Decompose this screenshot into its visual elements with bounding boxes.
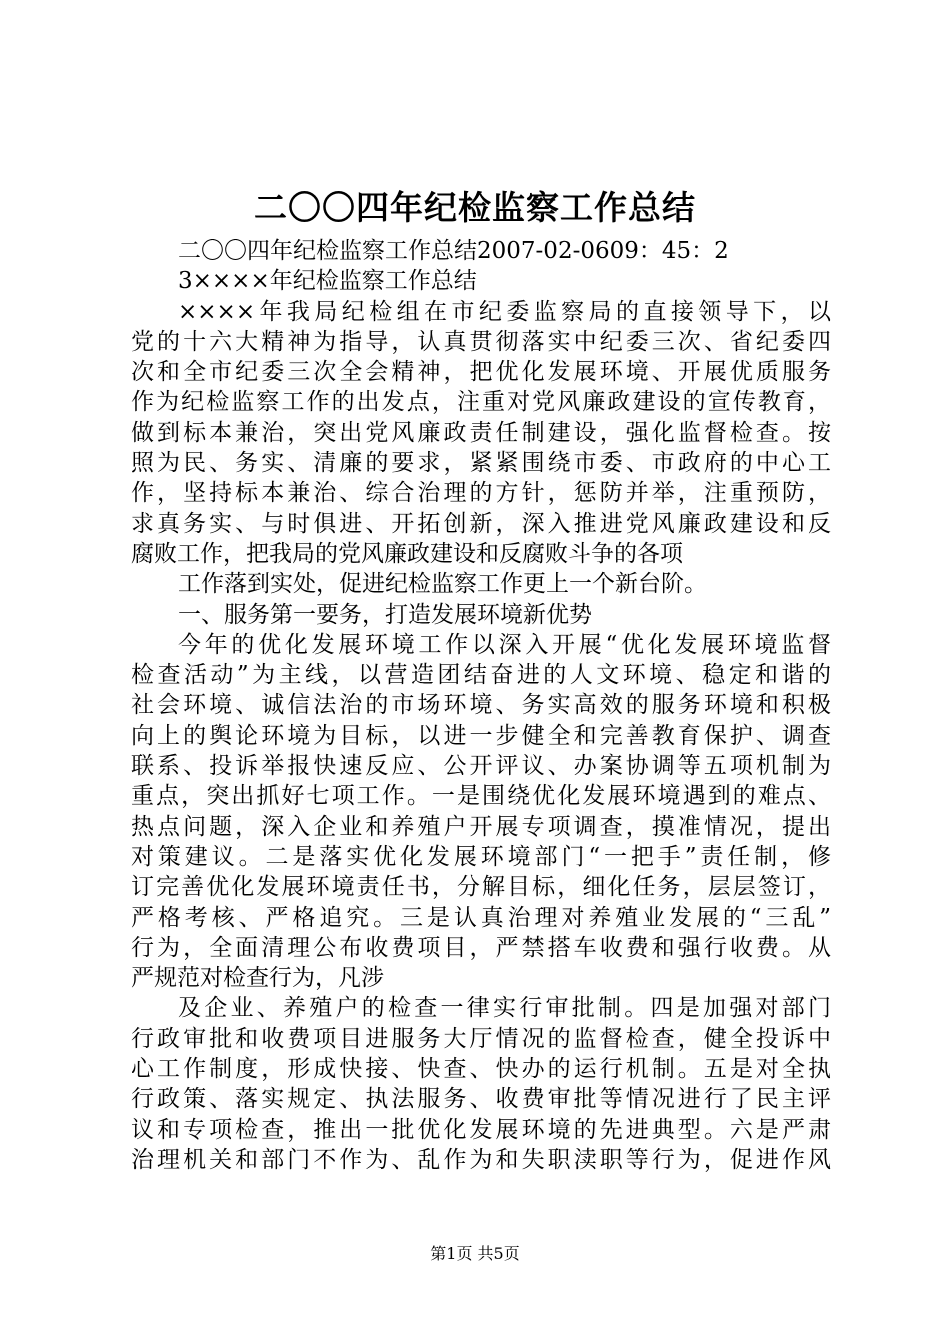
body-text-line: 对策建议。二是落实优化发展环境部门“一把手”责任制，修 <box>131 843 831 870</box>
body-text-line: 社会环境、诚信法治的市场环境、务实高效的服务环境和积极 <box>131 692 831 719</box>
body-text-line: 工作落到实处，促进纪检监察工作更上一个新台阶。 <box>178 571 707 598</box>
body-text-line: 做到标本兼治，突出党风廉政责任制建设，强化监督检查。按 <box>131 419 831 446</box>
body-text-line: 3××××年纪检监察工作总结 <box>178 268 477 295</box>
body-text-line: 行政策、落实规定、执法服务、收费审批等情况进行了民主评 <box>131 1086 831 1113</box>
body-text-line: 照为民、务实、清廉的要求，紧紧围绕市委、市政府的中心工 <box>131 450 831 477</box>
body-text-line: 作为纪检监察工作的出发点，注重对党风廉政建设的宣传教育， <box>131 389 831 416</box>
body-text-line: 一、服务第一要务，打造发展环境新优势 <box>178 601 592 628</box>
body-text-line: 议和专项检查，推出一批优化发展环境的先进典型。六是严肃 <box>131 1116 831 1143</box>
body-text-line: 及企业、养殖户的检查一律实行审批制。四是加强对部门 <box>178 995 831 1022</box>
body-text-line: 联系、投诉举报快速反应、公开评议、办案协调等五项机制为 <box>131 753 831 780</box>
page-footer: 第1页 共5页 <box>430 1244 520 1263</box>
body-text-line: ××××年我局纪检组在市纪委监察局的直接领导下，以 <box>178 298 831 325</box>
document-body <box>131 236 831 1175</box>
body-text-line: 严格考核、严格追究。三是认真治理对养殖业发展的“三乱” <box>131 904 831 931</box>
body-text-line: 订完善优化发展环境责任书，分解目标，细化任务，层层签订， <box>131 874 831 901</box>
body-text-line: 心工作制度，形成快接、快查、快办的运行机制。五是对全执 <box>131 1056 831 1083</box>
document-title: 二〇〇四年纪检监察工作总结 <box>254 188 696 227</box>
body-text-line: 热点问题，深入企业和养殖户开展专项调查，摸准情况，提出 <box>131 813 831 840</box>
body-text-line: 二〇〇四年纪检监察工作总结2007-02-0609：45：2 <box>178 238 729 264</box>
body-text-line: 行政审批和收费项目进服务大厅情况的监督检查，健全投诉中 <box>131 1025 831 1052</box>
body-text-line: 重点，突出抓好七项工作。一是围绕优化发展环境遇到的难点、 <box>131 783 831 810</box>
body-text-line: 治理机关和部门不作为、乱作为和失职渎职等行为，促进作风 <box>131 1146 831 1173</box>
body-text-line: 党的十六大精神为指导，认真贯彻落实中纪委三次、省纪委四 <box>131 328 831 355</box>
body-text-line: 今年的优化发展环境工作以深入开展“优化发展环境监督 <box>178 631 831 658</box>
body-text-line: 严规范对检查行为，凡涉 <box>131 965 384 992</box>
body-text-line: 腐败工作，把我局的党风廉政建设和反腐败斗争的各项 <box>131 540 683 567</box>
body-text-line: 作，坚持标本兼治、综合治理的方针，惩防并举，注重预防， <box>131 480 831 507</box>
body-text-line: 求真务实、与时俱进、开拓创新，深入推进党风廉政建设和反 <box>131 510 831 537</box>
body-text-line: 行为，全面清理公布收费项目，严禁搭车收费和强行收费。从 <box>131 934 831 961</box>
body-text-line: 次和全市纪委三次全会精神，把优化发展环境、开展优质服务 <box>131 359 831 386</box>
body-text-line: 检查活动”为主线，以营造团结奋进的人文环境、稳定和谐的 <box>131 662 831 689</box>
body-text-line: 向上的舆论环境为目标，以进一步健全和完善教育保护、调查 <box>131 722 831 749</box>
